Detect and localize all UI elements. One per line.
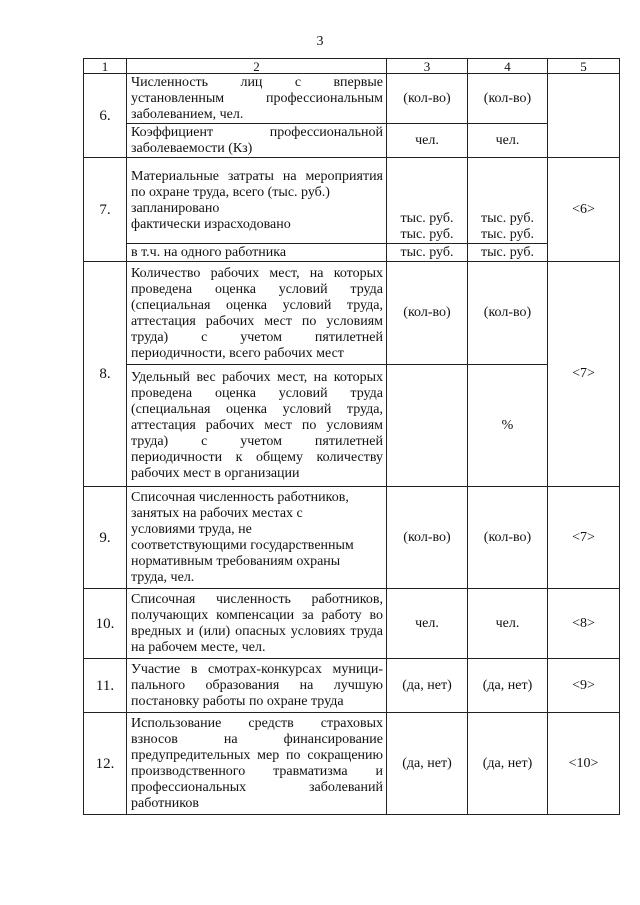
description-text: Списочная численность работников, (131, 490, 349, 505)
description-text: запланировано (131, 201, 220, 216)
row-number: 7. (84, 158, 127, 262)
cell-col-4: (кол-во) (468, 74, 548, 124)
row-10 (84, 589, 620, 659)
cell-col-3: (кол-во) (387, 74, 468, 124)
cell-col-3: чел. (387, 589, 468, 659)
cell-value: тыс. руб. (481, 211, 534, 226)
cell-col-3: (да, нет) (387, 659, 468, 713)
cell-col-4 (468, 158, 548, 244)
row-12 (84, 713, 620, 815)
cell-col-3: (кол-во) (387, 487, 468, 589)
cell-col-3 (387, 158, 468, 244)
row-description (127, 158, 387, 244)
description-text: занятых на рабочих местах с (131, 506, 303, 521)
row-7a (84, 158, 620, 244)
row-9 (84, 487, 620, 589)
cell-col-4: (кол-во) (468, 262, 548, 365)
row-8b (84, 365, 620, 487)
row-number: 12. (84, 713, 127, 815)
cell-col-4: чел. (468, 124, 548, 158)
row-6b (84, 124, 620, 158)
page-number: 3 (316, 34, 324, 49)
row-description: Использование средств страховых взносов на финансирование предупредительных мер по сокращению производственного травматизма и профессиональных заболеваний работников (127, 713, 387, 815)
cell-col-5: <7> (548, 262, 620, 487)
row-number: 8. (84, 262, 127, 487)
cell-col-4: (да, нет) (468, 659, 548, 713)
row-description: Количество рабочих мест, на которых проведена оценка условий труда (специальная оценка условий труда, аттестация рабочих мест по условиям труда) с учетом пятилетней периодичности, всего рабочих мест (127, 262, 387, 365)
description-text: Материальные затраты на мероприятия по охране труда, всего (тыс. руб.) (131, 169, 383, 200)
description-text: фактически израсходовано (131, 217, 291, 232)
cell-col-4: (кол-во) (468, 487, 548, 589)
cell-col-4: (да, нет) (468, 713, 548, 815)
cell-col-5: <8> (548, 589, 620, 659)
header-col-5: 5 (548, 59, 620, 74)
header-col-3: 3 (387, 59, 468, 74)
row-description: Численность лиц с впервые установленным профессиональным заболеванием, чел. (127, 74, 387, 124)
row-number: 10. (84, 589, 127, 659)
cell-col-3: (да, нет) (387, 713, 468, 815)
header-col-2: 2 (127, 59, 387, 74)
row-number: 9. (84, 487, 127, 589)
row-11 (84, 659, 620, 713)
description-text: нормативным требованиям охраны (131, 554, 341, 569)
cell-col-3: чел. (387, 124, 468, 158)
cell-col-5: <10> (548, 713, 620, 815)
row-description: Удельный вес рабочих мест, на которых проведена оценка условий труда (специальная оценка условий труда, аттестация рабочих мест по условиям труда) с учетом пятилетней периодичности к общему количеству рабочих мест в организации (127, 365, 387, 487)
row-description (127, 487, 387, 589)
row-number: 6. (84, 74, 127, 158)
cell-col-5: <6> (548, 158, 620, 262)
row-8a (84, 262, 620, 365)
description-text: труда, чел. (131, 570, 195, 585)
cell-col-3 (387, 365, 468, 487)
row-description: Коэффициент профессиональной заболеваемости (Кз) (127, 124, 387, 158)
row-number: 11. (84, 659, 127, 713)
header-col-4: 4 (468, 59, 548, 74)
cell-col-4: тыс. руб. (468, 244, 548, 262)
indicators-table (83, 58, 620, 815)
row-description: в т.ч. на одного работника (127, 244, 387, 262)
cell-col-3: тыс. руб. (387, 244, 468, 262)
description-text: условиями труда, не (131, 522, 252, 537)
description-text: соответствующими государственным (131, 538, 354, 553)
cell-value: тыс. руб. (400, 227, 454, 242)
cell-col-4: чел. (468, 589, 548, 659)
row-description: Участие в смотрах-конкурсах муници-пального образования на лучшую постановку работы по охране труда (127, 659, 387, 713)
row-7b (84, 244, 620, 262)
cell-value: тыс. руб. (400, 211, 454, 226)
cell-col-5: <7> (548, 487, 620, 589)
cell-value: тыс. руб. (481, 227, 534, 242)
header-row (84, 59, 620, 74)
header-col-1: 1 (84, 59, 127, 74)
cell-col-5: <9> (548, 659, 620, 713)
row-description: Списочная численность работников, получающих компенсации за работу во вредных и (или) опасных условиях труда на рабочем месте, чел. (127, 589, 387, 659)
row-6a (84, 74, 620, 124)
cell-col-5 (548, 74, 620, 158)
cell-col-3: (кол-во) (387, 262, 468, 365)
cell-col-4: % (468, 365, 548, 487)
